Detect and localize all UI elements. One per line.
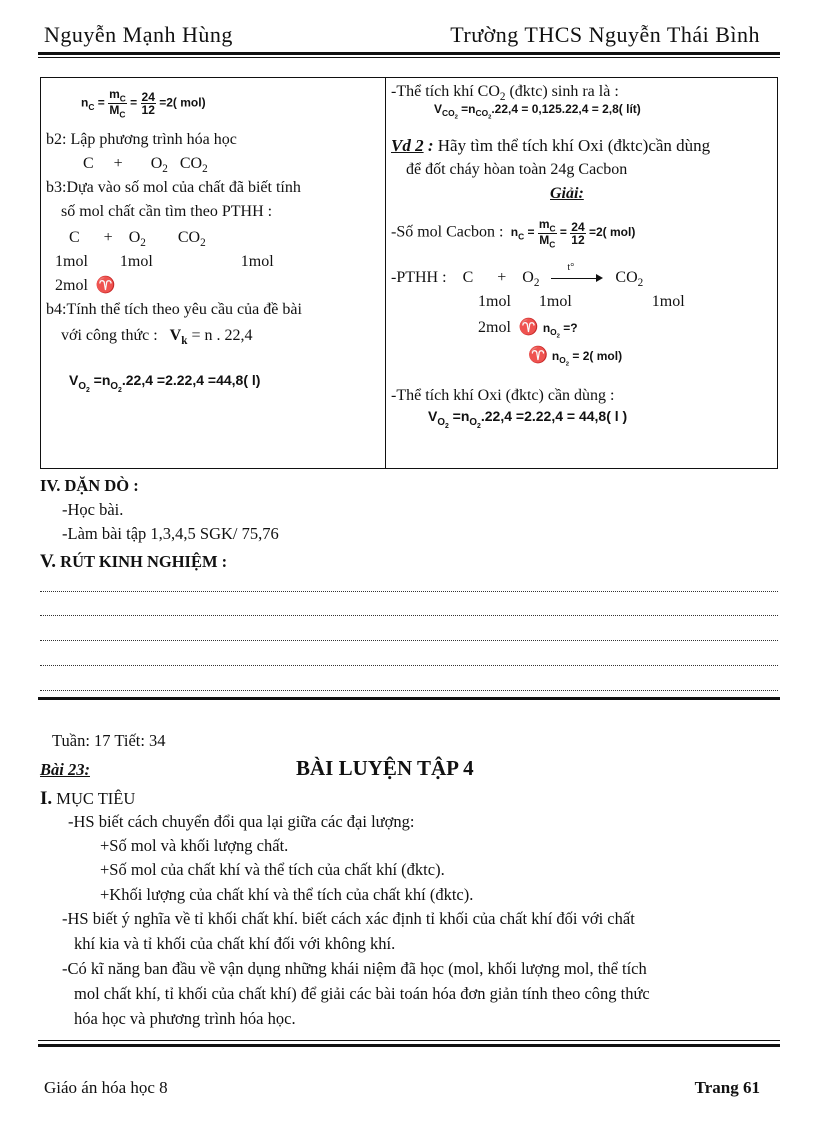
footer-book-title: Giáo án hóa học 8: [44, 1078, 168, 1097]
objective-line-3: +Số mol của chất khí và thể tích của chất khí (đktc).: [100, 860, 445, 879]
somol-line: -Số mol Cacbon : $n_C$ = $\frac{m_C}{M_C}$ = $\frac{24}{12}$ =2( mol): [391, 217, 636, 250]
notes-line-3: [40, 640, 778, 641]
giai-heading: Giải:: [550, 185, 584, 202]
objective-line-8: mol chất khí, tỉ khối của chất khí) để giải các bài toán hóa đơn giản tính theo công thức: [74, 984, 650, 1003]
b2-equation: C + $O_2$ $CO_2$: [83, 155, 208, 176]
vo2-formula-right: $V_{O_2} =n_{O_2}.22,4 =2.22,4 = 44,8$( l ): [428, 408, 628, 430]
lesson-title: BÀI LUYỆN TẬP 4: [296, 756, 474, 780]
header-rule-thin: [38, 57, 780, 58]
section-v-title: V. RÚT KINH NGHIỆM :: [40, 551, 228, 572]
vo2-formula-left: $V_{O_2} =n_{O_2}.22,4 =2.22,4 =44,8$( l): [69, 372, 261, 394]
pthh-mol-row: 1mol 1mol 1mol: [478, 293, 685, 310]
footer-rule-thick: [38, 1044, 780, 1047]
no2-result-line: ♈ $n_{O_2} = 2$( mol): [528, 347, 623, 369]
b2-step: b2: Lập phương trình hóa học: [46, 131, 237, 148]
b3-equation: C + $O_2$ $CO_2$: [69, 229, 206, 250]
aries-symbol-icon: ♈: [518, 319, 539, 336]
reaction-arrow-icon: t°: [551, 272, 603, 284]
table-right-column: [386, 78, 777, 468]
objective-line-6: khí kia và tỉ khối của chất khí đối với không khí.: [74, 934, 396, 953]
header-author: Nguyễn Mạnh Hùng: [44, 22, 233, 47]
notes-line-1: [40, 591, 778, 592]
section-iv-item2: -Làm bài tập 1,3,4,5 SGK/ 75,76: [62, 524, 279, 543]
section-end-rule: [38, 697, 780, 700]
objective-line-1: -HS biết cách chuyển đổi qua lại giữa các đại lượng:: [68, 812, 415, 831]
b3-step-line2: số mol chất cần tìm theo PTHH :: [61, 203, 273, 220]
lesson-label: Bài 23:: [40, 760, 90, 779]
week-period: Tuần: 17 Tiết: 34: [52, 731, 166, 750]
aries-symbol-icon: ♈: [95, 277, 116, 294]
b4-step-line2: với công thức : $V_k = n$ . 22,4: [61, 327, 253, 348]
b3-step-line1: b3:Dựa vào số mol của chất đã biết tính: [46, 179, 301, 196]
header-rule-thick: [38, 52, 780, 55]
notes-line-2: [40, 615, 778, 616]
mol-row-2: 2mol ♈: [55, 277, 116, 294]
pthh-equation: -PTHH : C + $O_2$ t° $CO_2$: [391, 262, 644, 290]
objective-line-4: +Khối lượng của chất khí và thể tích của chất khí (đktc).: [100, 885, 474, 904]
pthh-mol-row-2: 2mol ♈ $n_{O_2}$ =?: [478, 319, 578, 341]
objective-line-2: +Số mol và khối lượng chất.: [100, 836, 289, 855]
vd2-line2: để đốt cháy hòan toàn 24g Cacbon: [406, 161, 628, 178]
section-i-title: I. MỤC TIÊU: [40, 788, 136, 809]
footer-page-number: Trang 61: [694, 1078, 760, 1097]
notes-line-5: [40, 690, 778, 691]
table-left-column: [41, 78, 386, 468]
vd2-line1: Vd 2 : Hãy tìm thể tích khí Oxi (đktc)cần dùng: [391, 136, 711, 155]
b4-step-line1: b4:Tính thể tích theo yêu cầu của đề bài: [46, 301, 302, 318]
aries-symbol-icon: ♈: [528, 347, 548, 364]
section-iv-title: IV. DẶN DÒ :: [40, 476, 139, 495]
solution-table: [40, 77, 778, 469]
objective-line-5: -HS biết ý nghĩa về tỉ khối chất khí. biết cách xác định tỉ khối của chất khí đối với chất: [62, 909, 635, 928]
co2-volume-line: -Thể tích khí $CO_2$ (đktc) sinh ra là :: [391, 83, 619, 104]
section-iv-item1: -Học bài.: [62, 500, 124, 519]
vco2-formula: $V_{CO_2} =n_{CO_2}.22,4 = 0,125.22,4 = 2,8$( lít): [434, 102, 641, 122]
oxygen-volume-line: -Thể tích khí Oxi (đktc) cần dùng :: [391, 387, 615, 404]
mol-row-1: 1mol 1mol 1mol: [55, 253, 274, 270]
nc-formula: $n_C$ = $\frac{m_C}{M_C}$ = $\frac{24}{12}$ =2( mol): [81, 87, 206, 120]
objective-line-9: hóa học và phương trình hóa học.: [74, 1009, 296, 1028]
notes-line-4: [40, 665, 778, 666]
footer-rule-thin: [38, 1040, 780, 1041]
objective-line-7: -Có kĩ năng ban đầu về vận dụng những khái niệm đã học (mol, khối lượng mol, thể tích: [62, 959, 647, 978]
header-school: Trường THCS Nguyễn Thái Bình: [450, 22, 760, 47]
